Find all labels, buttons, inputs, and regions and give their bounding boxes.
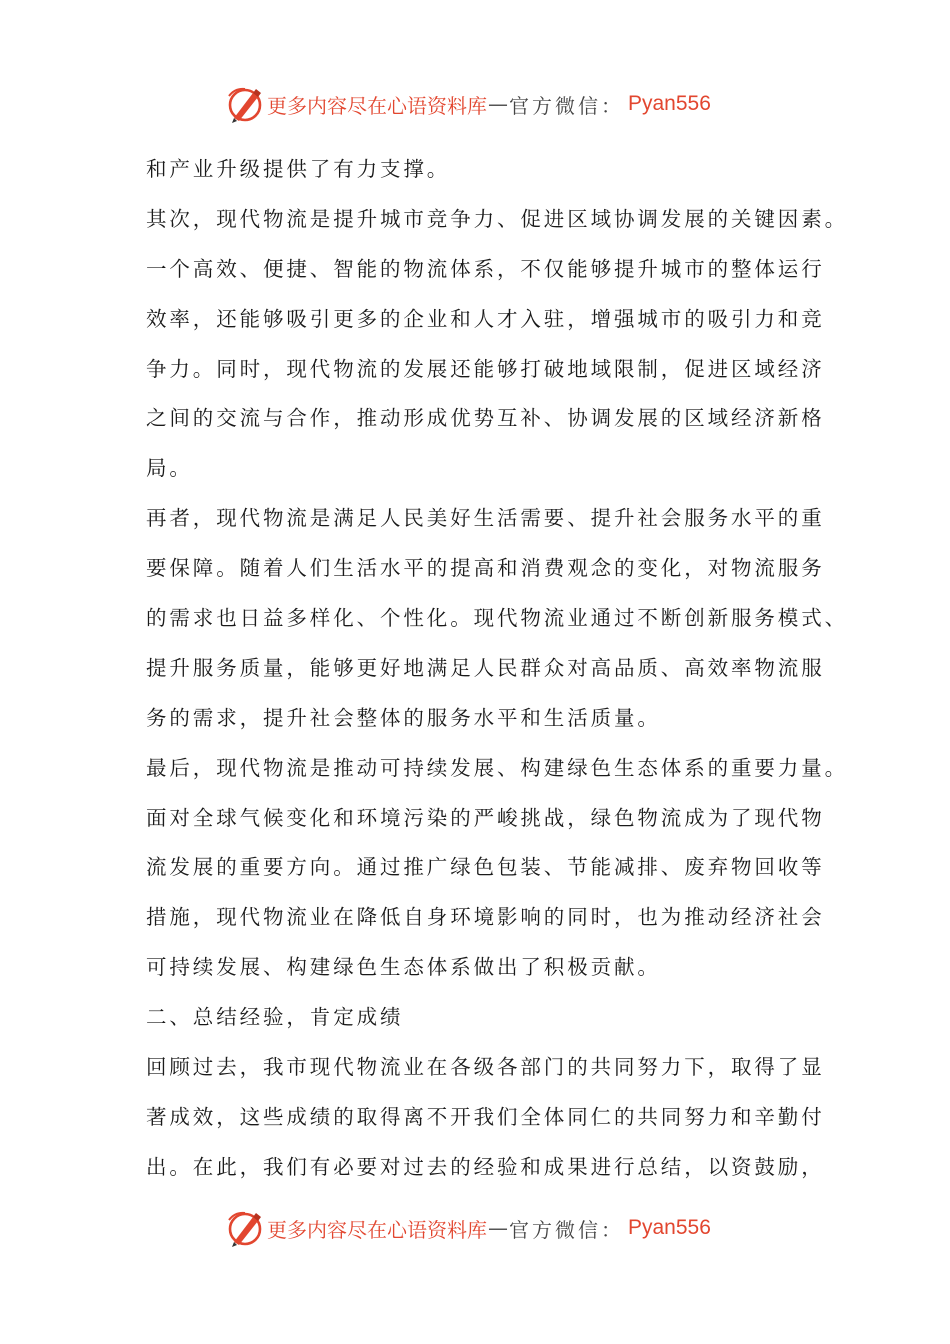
body-line: 争力。同时，现代物流的发展还能够打破地域限制，促进区域经济: [146, 356, 825, 381]
header-wechat-id: Pyan556: [628, 92, 711, 115]
body-line: 出。在此，我们有必要对过去的经验和成果进行总结，以资鼓励，: [146, 1154, 825, 1179]
body-line: 和产业升级提供了有力支撑。: [146, 157, 451, 181]
footer-brand-text: 更多内容尽在心语资料库: [267, 1217, 487, 1242]
body-line: 提升服务质量，能够更好地满足人民群众对高品质、高效率物流服: [146, 655, 825, 680]
pen-logo-icon: [225, 1208, 265, 1248]
body-line: 要保障。随着人们生活水平的提高和消费观念的变化，对物流服务: [146, 556, 825, 581]
body-line: 局。: [146, 456, 193, 481]
body-line: 再者，现代物流是满足人民美好生活需要、提升社会服务水平的重: [146, 506, 825, 531]
footer-wechat-label: 官方微信：: [509, 1217, 624, 1242]
footer-wechat-id: Pyan556: [628, 1216, 711, 1239]
footer-banner: [225, 1206, 711, 1250]
header-wechat-label: 官方微信：: [509, 93, 624, 118]
body-line: 可持续发展、构建绿色生态体系做出了积极贡献。: [146, 955, 661, 980]
footer-dash: —: [488, 1216, 508, 1240]
body-line: 面对全球气候变化和环境污染的严峻挑战，绿色物流成为了现代物: [146, 805, 825, 830]
section-heading: 二、总结经验，肯定成绩: [146, 1005, 404, 1030]
body-line: 之间的交流与合作，推动形成优势互补、协调发展的区域经济新格: [146, 406, 825, 431]
header-dash: —: [488, 92, 508, 116]
pen-logo-icon: [225, 84, 265, 124]
document-body: [146, 145, 848, 1193]
body-line: 流发展的重要方向。通过推广绿色包装、节能减排、废弃物回收等: [146, 855, 825, 880]
body-line: 著成效，这些成绩的取得离不开我们全体同仁的共同努力和辛勤付: [146, 1104, 825, 1129]
body-line: 其次，现代物流是提升城市竞争力、促进区域协调发展的关键因素。: [146, 206, 848, 231]
body-line: 最后，现代物流是推动可持续发展、构建绿色生态体系的重要力量。: [146, 755, 848, 780]
body-line: 的需求也日益多样化、个性化。现代物流业通过不断创新服务模式、: [146, 606, 848, 631]
body-line: 务的需求，提升社会整体的服务水平和生活质量。: [146, 705, 661, 730]
body-line: 效率，还能够吸引更多的企业和人才入驻，增强城市的吸引力和竞: [146, 306, 825, 331]
body-line: 回顾过去，我市现代物流业在各级各部门的共同努力下，取得了显: [146, 1055, 825, 1080]
header-banner: [225, 82, 711, 126]
header-brand-text: 更多内容尽在心语资料库: [267, 93, 487, 118]
body-line: 一个高效、便捷、智能的物流体系，不仅能够提升城市的整体运行: [146, 256, 825, 281]
body-line: 措施，现代物流业在降低自身环境影响的同时，也为推动经济社会: [146, 905, 825, 930]
